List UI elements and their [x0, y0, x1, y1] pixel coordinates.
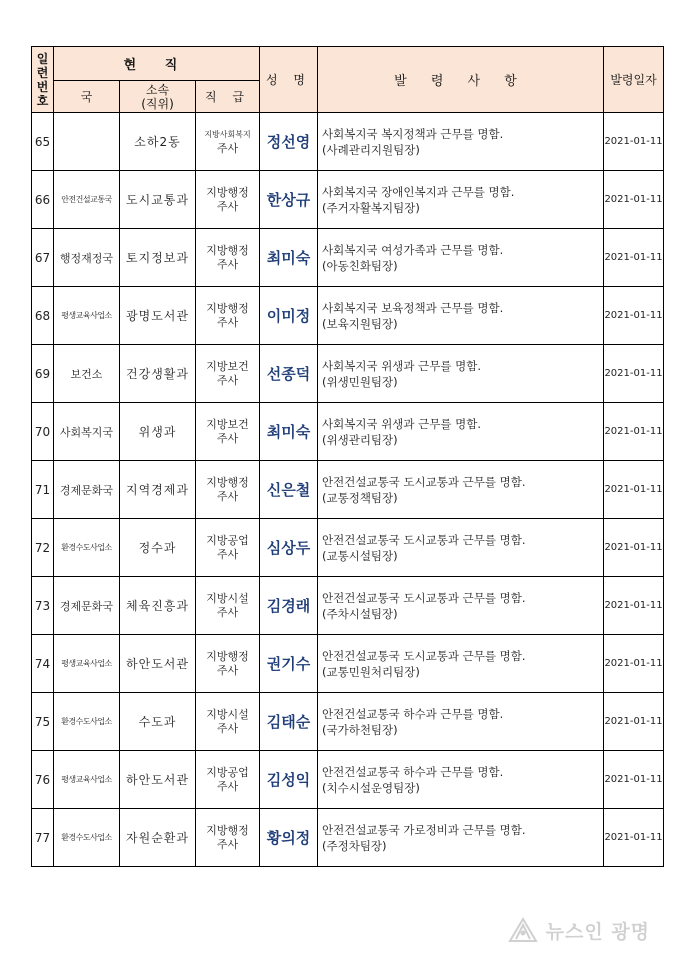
row-order-team: (치수시설운영팀장)	[322, 780, 420, 795]
row-rank	[196, 577, 260, 635]
row-order	[318, 287, 604, 345]
row-number: 67	[32, 229, 54, 287]
row-order-team: (교통민원처리팀장)	[322, 664, 420, 679]
row-section: 지역경제과	[120, 461, 196, 519]
row-date: 2021-01-11	[604, 113, 664, 171]
row-date: 2021-01-11	[604, 403, 664, 461]
row-order	[318, 113, 604, 171]
header-order: 발 령 사 항	[318, 47, 604, 113]
row-number: 73	[32, 577, 54, 635]
row-section: 하안도서관	[120, 751, 196, 809]
table-row	[32, 345, 664, 403]
row-dept: 보건소	[54, 345, 120, 403]
row-date: 2021-01-11	[604, 577, 664, 635]
row-order-text: 사회복지국 위생과 근무를 명함.	[322, 416, 482, 431]
row-section: 광명도서관	[120, 287, 196, 345]
row-order-text: 안전건설교통국 가로정비과 근무를 명함.	[322, 822, 526, 837]
row-rank	[196, 113, 260, 171]
row-rank-line: 주사	[216, 721, 239, 735]
row-rank-line: 지방시설	[206, 707, 249, 721]
row-order-team: (위생민원팀장)	[322, 374, 398, 389]
row-section: 하안도서관	[120, 635, 196, 693]
row-rank-line: 주사	[216, 779, 239, 793]
row-section: 도시교통과	[120, 171, 196, 229]
row-order-team: (사례관리지원팀장)	[322, 142, 420, 157]
row-number: 69	[32, 345, 54, 403]
row-rank	[196, 171, 260, 229]
row-name: 권기수	[260, 635, 318, 693]
row-dept	[54, 113, 120, 171]
row-order-text: 안전건설교통국 도시교통과 근무를 명함.	[322, 648, 526, 663]
row-rank-line: 지방공업	[206, 765, 249, 779]
row-dept: 사회복지국	[54, 403, 120, 461]
row-number: 65	[32, 113, 54, 171]
table-row	[32, 635, 664, 693]
watermark	[506, 915, 650, 945]
row-order	[318, 229, 604, 287]
row-rank-line: 주사	[216, 199, 239, 213]
row-order	[318, 461, 604, 519]
row-rank-line: 주사	[216, 315, 239, 329]
table-row	[32, 809, 664, 867]
table-row	[32, 693, 664, 751]
row-number: 71	[32, 461, 54, 519]
row-name: 선종덕	[260, 345, 318, 403]
row-dept: 환경수도사업소	[54, 693, 120, 751]
row-number: 74	[32, 635, 54, 693]
row-rank-line: 지방행정	[206, 823, 249, 837]
row-number: 66	[32, 171, 54, 229]
row-rank	[196, 693, 260, 751]
row-rank-line: 지방행정	[206, 243, 249, 257]
row-order	[318, 519, 604, 577]
row-order-team: (주정차팀장)	[322, 838, 387, 853]
row-order-team: (아동친화팀장)	[322, 258, 398, 273]
row-rank-line: 지방공업	[206, 533, 249, 547]
header-section: 소속 (직위)	[120, 81, 196, 113]
row-order-text: 안전건설교통국 하수과 근무를 명함.	[322, 706, 504, 721]
row-date: 2021-01-11	[604, 693, 664, 751]
row-order-text: 사회복지국 여성가족과 근무를 명함.	[322, 242, 504, 257]
table-row	[32, 171, 664, 229]
table-row	[32, 229, 664, 287]
row-date: 2021-01-11	[604, 461, 664, 519]
row-rank-line: 주사	[216, 663, 239, 677]
row-section: 건강생활과	[120, 345, 196, 403]
row-order-text: 사회복지국 위생과 근무를 명함.	[322, 358, 482, 373]
table-row	[32, 287, 664, 345]
row-rank	[196, 229, 260, 287]
row-order-team: (교통시설팀장)	[322, 548, 398, 563]
row-rank	[196, 635, 260, 693]
row-name: 김경래	[260, 577, 318, 635]
row-rank-line: 주사	[216, 257, 239, 271]
row-section: 수도과	[120, 693, 196, 751]
table-body	[32, 113, 664, 867]
row-order-team: (보육지원팀장)	[322, 316, 398, 331]
row-rank-line: 주사	[216, 141, 239, 155]
row-rank-line: 주사	[216, 547, 239, 561]
row-order	[318, 577, 604, 635]
row-date: 2021-01-11	[604, 345, 664, 403]
row-rank	[196, 287, 260, 345]
row-dept: 행정재정국	[54, 229, 120, 287]
row-dept: 경제문화국	[54, 577, 120, 635]
row-name: 이미정	[260, 287, 318, 345]
row-rank-line: 주사	[216, 837, 239, 851]
row-dept: 경제문화국	[54, 461, 120, 519]
row-order-team: (교통정책팀장)	[322, 490, 398, 505]
row-date: 2021-01-11	[604, 229, 664, 287]
row-date: 2021-01-11	[604, 751, 664, 809]
table-row	[32, 751, 664, 809]
row-order	[318, 345, 604, 403]
row-section: 위생과	[120, 403, 196, 461]
row-order-text: 사회복지국 보육정책과 근무를 명함.	[322, 300, 504, 315]
row-number: 75	[32, 693, 54, 751]
row-dept: 환경수도사업소	[54, 519, 120, 577]
row-name: 심상두	[260, 519, 318, 577]
row-rank	[196, 751, 260, 809]
row-number: 70	[32, 403, 54, 461]
row-section: 자원순환과	[120, 809, 196, 867]
row-name: 최미숙	[260, 403, 318, 461]
header-current-position: 현 직	[54, 47, 260, 81]
row-order	[318, 171, 604, 229]
row-date: 2021-01-11	[604, 171, 664, 229]
row-date: 2021-01-11	[604, 519, 664, 577]
header-name: 성 명	[260, 47, 318, 113]
row-rank-line: 주사	[216, 431, 239, 445]
row-order-text: 안전건설교통국 도시교통과 근무를 명함.	[322, 474, 526, 489]
row-rank-line: 지방행정	[206, 301, 249, 315]
row-date: 2021-01-11	[604, 809, 664, 867]
row-rank-line: 지방보건	[206, 417, 249, 431]
row-order	[318, 403, 604, 461]
row-rank	[196, 403, 260, 461]
row-dept: 평생교육사업소	[54, 635, 120, 693]
table-row	[32, 403, 664, 461]
row-order-text: 사회복지국 복지정책과 근무를 명함.	[322, 126, 504, 141]
row-order-team: (주차시설팀장)	[322, 606, 398, 621]
row-name: 신은철	[260, 461, 318, 519]
row-rank-line: 지방보건	[206, 359, 249, 373]
row-order-text: 안전건설교통국 도시교통과 근무를 명함.	[322, 532, 526, 547]
row-order-team: (국가하천팀장)	[322, 722, 398, 737]
header-dept: 국	[54, 81, 120, 113]
row-dept: 환경수도사업소	[54, 809, 120, 867]
row-number: 77	[32, 809, 54, 867]
table-row	[32, 519, 664, 577]
header-serial-number	[32, 47, 54, 113]
header-rank: 직 급	[196, 81, 260, 113]
row-dept: 평생교육사업소	[54, 751, 120, 809]
row-order-text: 사회복지국 장애인복지과 근무를 명함.	[322, 184, 515, 199]
row-order-text: 안전건설교통국 하수과 근무를 명함.	[322, 764, 504, 779]
row-section: 정수과	[120, 519, 196, 577]
row-rank-line: 주사	[216, 605, 239, 619]
row-rank-line: 지방사회복지	[204, 129, 251, 139]
row-name: 정선영	[260, 113, 318, 171]
row-order	[318, 809, 604, 867]
row-name: 한상규	[260, 171, 318, 229]
row-dept: 안전건설교통국	[54, 171, 120, 229]
row-rank-line: 지방행정	[206, 649, 249, 663]
row-date: 2021-01-11	[604, 635, 664, 693]
row-order-team: (주거자활복지팀장)	[322, 200, 420, 215]
row-date: 2021-01-11	[604, 287, 664, 345]
row-order-team: (위생관리팀장)	[322, 432, 398, 447]
pen-nib-icon	[506, 915, 540, 945]
table-row	[32, 461, 664, 519]
row-rank-line: 지방행정	[206, 185, 249, 199]
row-name: 김성익	[260, 751, 318, 809]
row-rank-line: 주사	[216, 373, 239, 387]
row-order	[318, 693, 604, 751]
table-row	[32, 577, 664, 635]
row-rank-line: 주사	[216, 489, 239, 503]
watermark-text: 뉴스인 광명	[545, 920, 650, 943]
row-number: 76	[32, 751, 54, 809]
row-section: 체육진흥과	[120, 577, 196, 635]
row-order	[318, 635, 604, 693]
personnel-table	[31, 46, 664, 867]
row-name: 김태순	[260, 693, 318, 751]
row-order-text: 안전건설교통국 도시교통과 근무를 명함.	[322, 590, 526, 605]
row-rank-line: 지방시설	[206, 591, 249, 605]
row-number: 72	[32, 519, 54, 577]
row-number: 68	[32, 287, 54, 345]
row-rank	[196, 519, 260, 577]
row-rank	[196, 809, 260, 867]
row-name: 최미숙	[260, 229, 318, 287]
header-serial-number-text: 일 련 번 호	[36, 51, 49, 108]
row-name: 황의정	[260, 809, 318, 867]
row-rank-line: 지방행정	[206, 475, 249, 489]
row-section: 토지정보과	[120, 229, 196, 287]
header-date: 발령일자	[604, 47, 664, 113]
row-order	[318, 751, 604, 809]
row-dept: 평생교육사업소	[54, 287, 120, 345]
table-row	[32, 113, 664, 171]
row-rank	[196, 461, 260, 519]
row-section: 소하2동	[120, 113, 196, 171]
row-rank	[196, 345, 260, 403]
